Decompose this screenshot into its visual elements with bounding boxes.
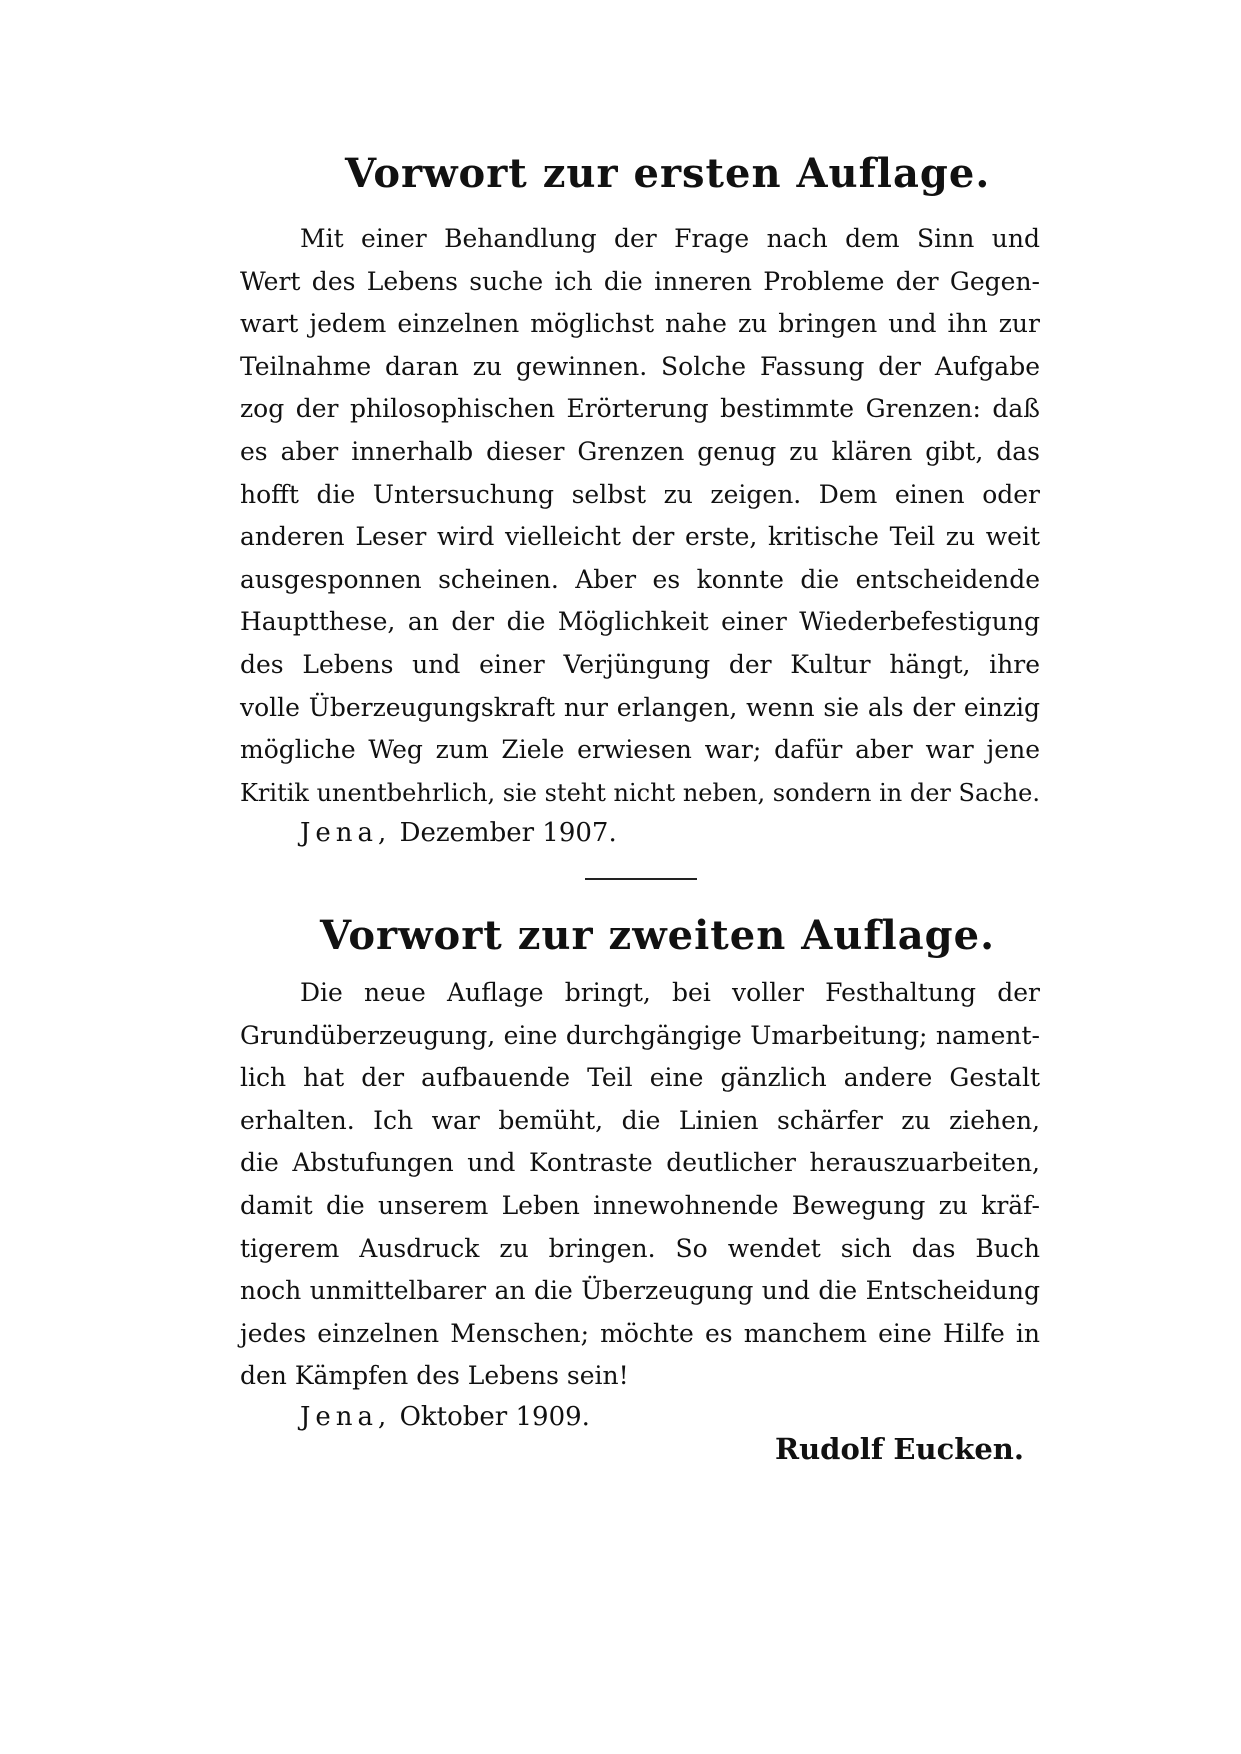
paragraph-line: Die neue Auflage bringt, bei voller Festhaltung der	[300, 978, 1040, 1007]
dateline-place: Jena,	[300, 818, 392, 848]
paragraph-line: noch unmittelbarer an die Überzeugung und die Entscheidung	[240, 1276, 1040, 1306]
section1-title: Vorwort zur ersten Auflage.	[345, 150, 991, 197]
dateline-place: Jena,	[300, 1402, 392, 1432]
section1-dateline	[300, 818, 617, 848]
paragraph-line: erhalten. Ich war bemüht, die Linien schärfer zu ziehen,	[240, 1105, 1040, 1135]
section2-title: Vorwort zur zweiten Auflage.	[320, 912, 996, 959]
section2-dateline	[300, 1402, 590, 1432]
section1-body	[240, 218, 1040, 814]
paragraph-line: anderen Leser wird vielleicht der erste, kritische Teil zu weit	[240, 522, 1040, 552]
paragraph-line: mögliche Weg zum Ziele erwiesen war; dafür aber war jene	[240, 735, 1040, 765]
dateline-date: Dezember 1907.	[399, 818, 617, 848]
paragraph-line: damit die unserem Leben innewohnende Bewegung zu kräf-	[240, 1190, 1040, 1220]
paragraph-line: Hauptthese, an der die Möglichkeit einer Wiederbefestigung	[240, 607, 1040, 637]
paragraph-line: die Abstufungen und Kontraste deutlicher herauszuarbeiten,	[240, 1148, 1040, 1178]
section2-body	[240, 972, 1040, 1398]
paragraph-line: hofft die Untersuchung selbst zu zeigen. Dem einen oder	[240, 479, 1040, 509]
paragraph-line: Grundüberzeugung, eine durchgängige Umarbeitung; nament-	[240, 1020, 1040, 1050]
paragraph-line: tigerem Ausdruck zu bringen. So wendet sich das Buch	[240, 1233, 1040, 1263]
dateline-date: Oktober 1909.	[399, 1402, 590, 1432]
paragraph-line: wart jedem einzelnen möglichst nahe zu bringen und ihn zur	[240, 309, 1040, 339]
paragraph-line: es aber innerhalb dieser Grenzen genug zu klären gibt, das	[240, 436, 1040, 466]
paragraph-line: Wert des Lebens suche ich die inneren Probleme der Gegen-	[240, 266, 1040, 296]
paragraph-line: volle Überzeugungskraft nur erlangen, wenn sie als der einzig	[240, 692, 1040, 722]
paragraph-line: ausgesponnen scheinen. Aber es konnte die entscheidende	[240, 564, 1040, 594]
paragraph-line: Teilnahme daran zu gewinnen. Solche Fassung der Aufgabe	[240, 351, 1040, 381]
paragraph-line: Mit einer Behandlung der Frage nach dem Sinn und	[300, 224, 1040, 253]
paragraph-line: zog der philosophischen Erörterung bestimmte Grenzen: daß	[240, 394, 1040, 424]
paragraph-line: Kritik unentbehrlich, sie steht nicht neben, sondern in der Sache.	[240, 778, 1041, 807]
paragraph-line: des Lebens und einer Verjüngung der Kultur hängt, ihre	[240, 649, 1040, 679]
author-signature: Rudolf Eucken.	[775, 1432, 1024, 1466]
paragraph-line: jedes einzelnen Menschen; möchte es manchem eine Hilfe in	[240, 1318, 1040, 1348]
paragraph-line: den Kämpfen des Lebens sein!	[240, 1361, 629, 1391]
section-divider	[585, 878, 697, 880]
paragraph-line: lich hat der aufbauende Teil eine gänzlich andere Gestalt	[240, 1063, 1040, 1093]
